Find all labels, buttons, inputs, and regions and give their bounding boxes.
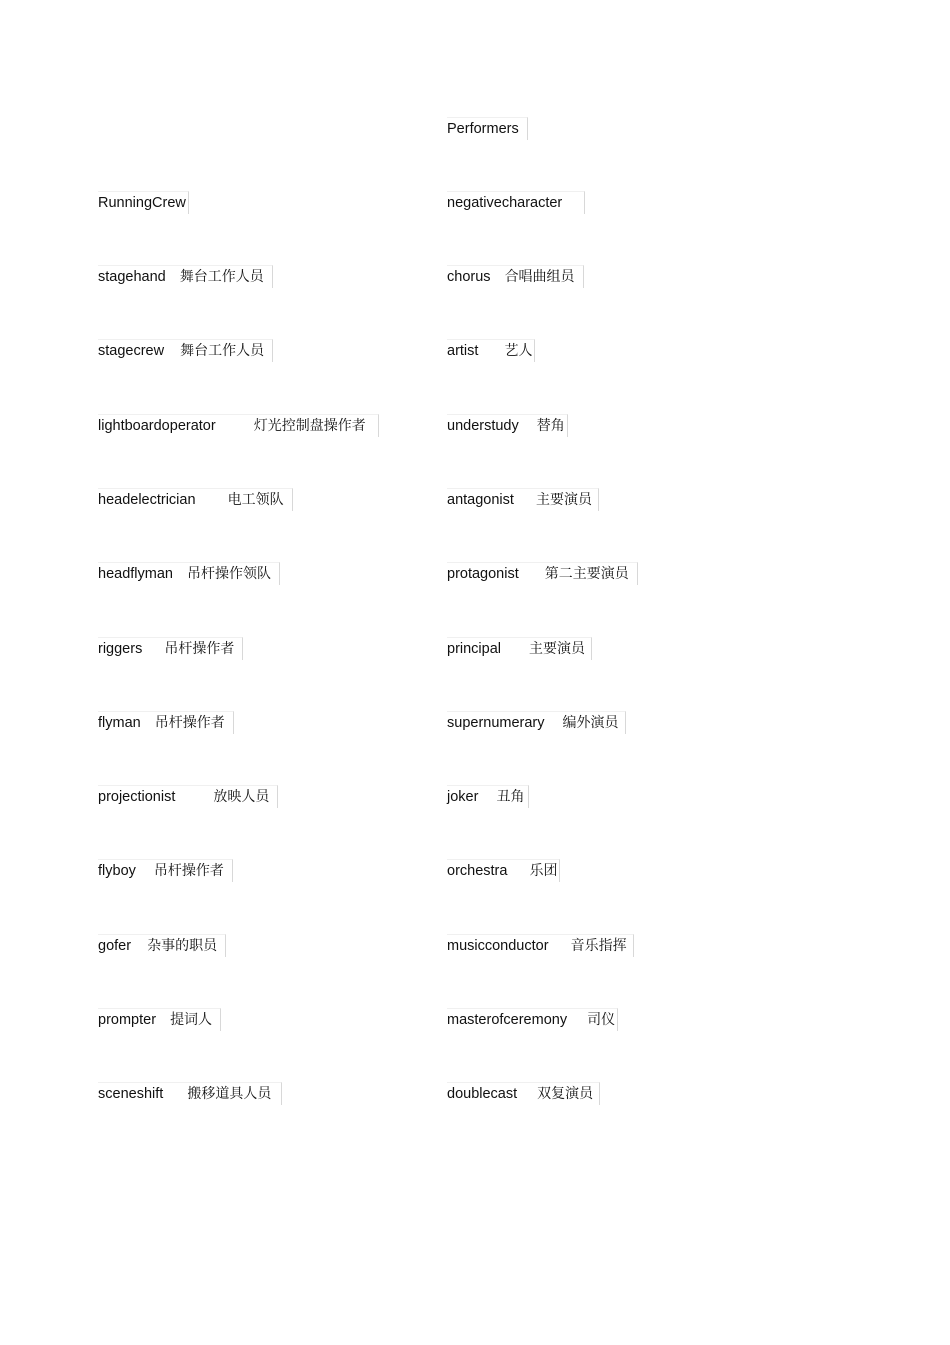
right-row-5: [447, 562, 638, 585]
left-row-6-zh: 吊杆操作者: [164, 641, 235, 657]
right-row-7: [447, 711, 626, 734]
left-row-7: [98, 711, 234, 734]
left-row-2-zh: 舞台工作人员: [180, 343, 265, 359]
right-row-3-en: understudy: [447, 418, 519, 434]
left-row-7-zh: 吊杆操作者: [154, 715, 225, 731]
right-row-5-zh: 第二主要演员: [544, 566, 629, 582]
right-row-6-en: principal: [447, 641, 501, 657]
left-row-3: [98, 414, 379, 437]
right-row-4-en: antagonist: [447, 492, 514, 508]
right-row-2: [447, 339, 535, 362]
right-row-10-en: musicconductor: [447, 938, 549, 954]
right-row-7-en: supernumerary: [447, 715, 545, 731]
right-row-4-zh: 主要演员: [535, 492, 592, 508]
right-row-7-zh: 编外演员: [562, 715, 619, 731]
left-row-1: [98, 265, 273, 288]
left-row-5-zh: 吊杆操作领队: [187, 566, 271, 582]
right-row-8-zh: 丑角: [496, 789, 525, 805]
left-row-12-en: sceneshift: [98, 1086, 164, 1102]
left-row-12-zh: 搬移道具人员: [187, 1086, 272, 1102]
right-row-2-en: artist: [447, 343, 479, 359]
left-row-3-zh: 灯光控制盘操作者: [253, 418, 366, 434]
running-crew-header: [98, 191, 189, 214]
left-row-9: [98, 859, 233, 882]
right-row-11-zh: 司仪: [587, 1012, 616, 1028]
right-row-8: [447, 785, 529, 808]
left-row-10-en: gofer: [98, 938, 132, 954]
right-row-10-zh: 音乐指挥: [570, 938, 627, 954]
left-row-9-en: flyboy: [98, 863, 136, 879]
right-row-1: [447, 265, 584, 288]
right-row-10: [447, 934, 634, 957]
right-row-4: [447, 488, 599, 511]
right-row-6: [447, 637, 592, 660]
left-row-10: [98, 934, 226, 957]
right-row-12-zh: 双复演员: [537, 1086, 594, 1102]
left-row-11: [98, 1008, 221, 1031]
left-row-2-en: stagecrew: [98, 343, 165, 359]
left-row-7-en: flyman: [98, 715, 141, 731]
negative-character-header: [447, 191, 585, 214]
left-row-5-en: headflyman: [98, 566, 173, 582]
left-row-6-en: riggers: [98, 641, 143, 657]
left-row-6: [98, 637, 243, 660]
left-row-12: [98, 1082, 282, 1105]
left-row-1-zh: 舞台工作人员: [179, 269, 264, 285]
left-row-11-en: prompter: [98, 1012, 157, 1028]
right-row-11-en: masterofceremony: [447, 1012, 568, 1028]
left-row-9-zh: 吊杆操作者: [153, 863, 224, 879]
left-row-8: [98, 785, 278, 808]
right-row-12: [447, 1082, 600, 1105]
right-row-3: [447, 414, 568, 437]
right-row-1-zh: 合唱曲组员: [504, 269, 575, 285]
right-row-8-en: joker: [447, 789, 479, 805]
right-row-11: [447, 1008, 618, 1031]
right-row-9-zh: 乐团: [529, 863, 558, 879]
left-row-10-zh: 杂事的职员: [147, 938, 218, 954]
right-row-1-en: chorus: [447, 269, 491, 285]
right-row-9: [447, 859, 560, 882]
left-row-8-zh: 放映人员: [213, 789, 270, 805]
left-row-1-en: stagehand: [98, 269, 166, 285]
left-row-4: [98, 488, 293, 511]
right-row-3-zh: 替角: [536, 418, 565, 434]
negative-character-header-text: negativecharacter: [447, 195, 563, 211]
left-row-4-en: headelectrician: [98, 492, 196, 508]
right-row-6-zh: 主要演员: [529, 641, 586, 657]
left-row-4-zh: 电工领队: [227, 492, 284, 508]
right-row-2-zh: 艺人: [504, 343, 533, 359]
left-row-8-en: projectionist: [98, 789, 176, 805]
left-row-3-en: lightboardoperator: [98, 418, 216, 434]
right-row-12-en: doublecast: [447, 1086, 518, 1102]
left-row-11-zh: 提词人: [170, 1012, 213, 1028]
left-row-5: [98, 562, 280, 585]
right-row-5-en: protagonist: [447, 566, 519, 582]
right-row-9-en: orchestra: [447, 863, 508, 879]
left-row-2: [98, 339, 273, 362]
performers-header-text: Performers: [447, 121, 519, 137]
performers-header: [447, 117, 528, 140]
running-crew-header-text: RunningCrew: [98, 195, 186, 211]
